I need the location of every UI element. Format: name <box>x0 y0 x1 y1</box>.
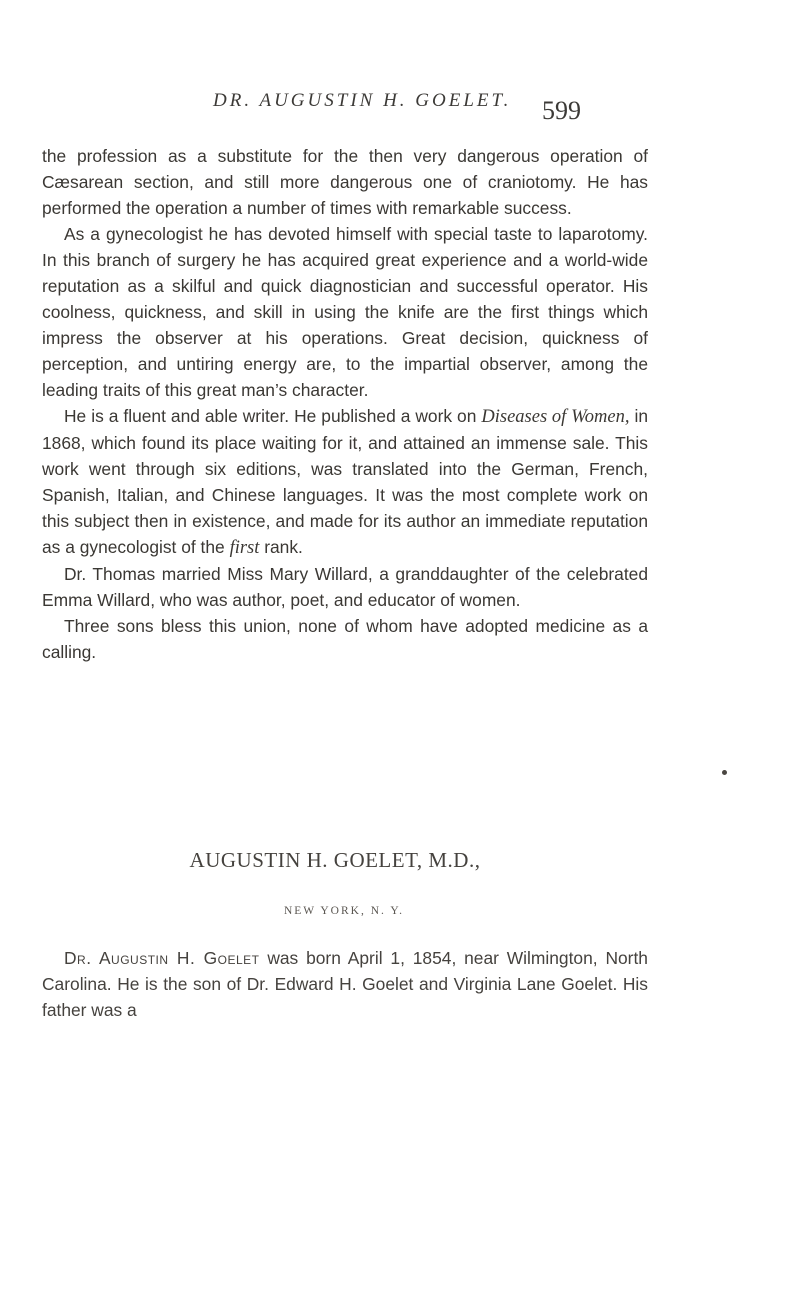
paragraph-4: Dr. Thomas married Miss Mary Willard, a granddaughter of the celebrated Emma Willard, who was author, poet, and educator of women. <box>42 564 648 610</box>
paragraph-3-part-1: He is a fluent and able writer. He published a work on <box>64 406 482 426</box>
book-title: Diseases of Women, <box>481 407 630 427</box>
main-text <box>42 143 648 665</box>
paragraph-5: Three sons bless this union, none of whom have adopted medicine as a calling. <box>42 616 648 662</box>
page-number: 599 <box>542 96 581 125</box>
paragraph-2: As a gynecologist he has devoted himself with special taste to laparotomy. In this branch of surgery he has acquired great experience and a world-wide reputation as a skilful and quick diagnostician and successful operator. His coolness, quickness, and skill in using the knife are the first things which impress the observer at his operations. Great decision, quickness of perception, and untiring energy are, to the impartial observer, among the leading traits of this great man’s character. <box>42 224 648 400</box>
margin-dot <box>722 770 727 775</box>
bio-name-lead: Dr. Augustin H. Goelet <box>64 948 260 968</box>
section-heading: AUGUSTIN H. GOELET, M.D., <box>189 848 481 872</box>
paragraph-3-part-3: rank. <box>259 537 303 557</box>
bio-text <box>42 945 648 1023</box>
paragraph-1: the profession as a substitute for the then very dangerous operation of Cæsarean section, and still more dangerous one of craniotomy. He has performed the operation a number of times with remarkable success. <box>42 146 648 218</box>
paragraph-3-part-2: in 1868, which found its place waiting for it, and attained an immense sale. This work went through six editions, was translated into the German, French, Spanish, Italian, and Chinese languages. It was the most complete work on this subject then in existence, and made for its author an immediate reputation as a gynecologist of the <box>42 406 648 557</box>
section-subheading: NEW YORK, N. Y. <box>283 905 405 917</box>
bio-paragraph-text: was born April 1, 1854, near Wilmington, North Carolina. He is the son of Dr. Edward H. Goelet and Virginia Lane Goelet. His father was a <box>42 948 648 1020</box>
running-head: DR. AUGUSTIN H. GOELET. <box>213 90 512 111</box>
emphasis-first: first <box>229 538 260 558</box>
bio-paragraph <box>42 945 648 1023</box>
paragraph-3 <box>42 403 648 561</box>
